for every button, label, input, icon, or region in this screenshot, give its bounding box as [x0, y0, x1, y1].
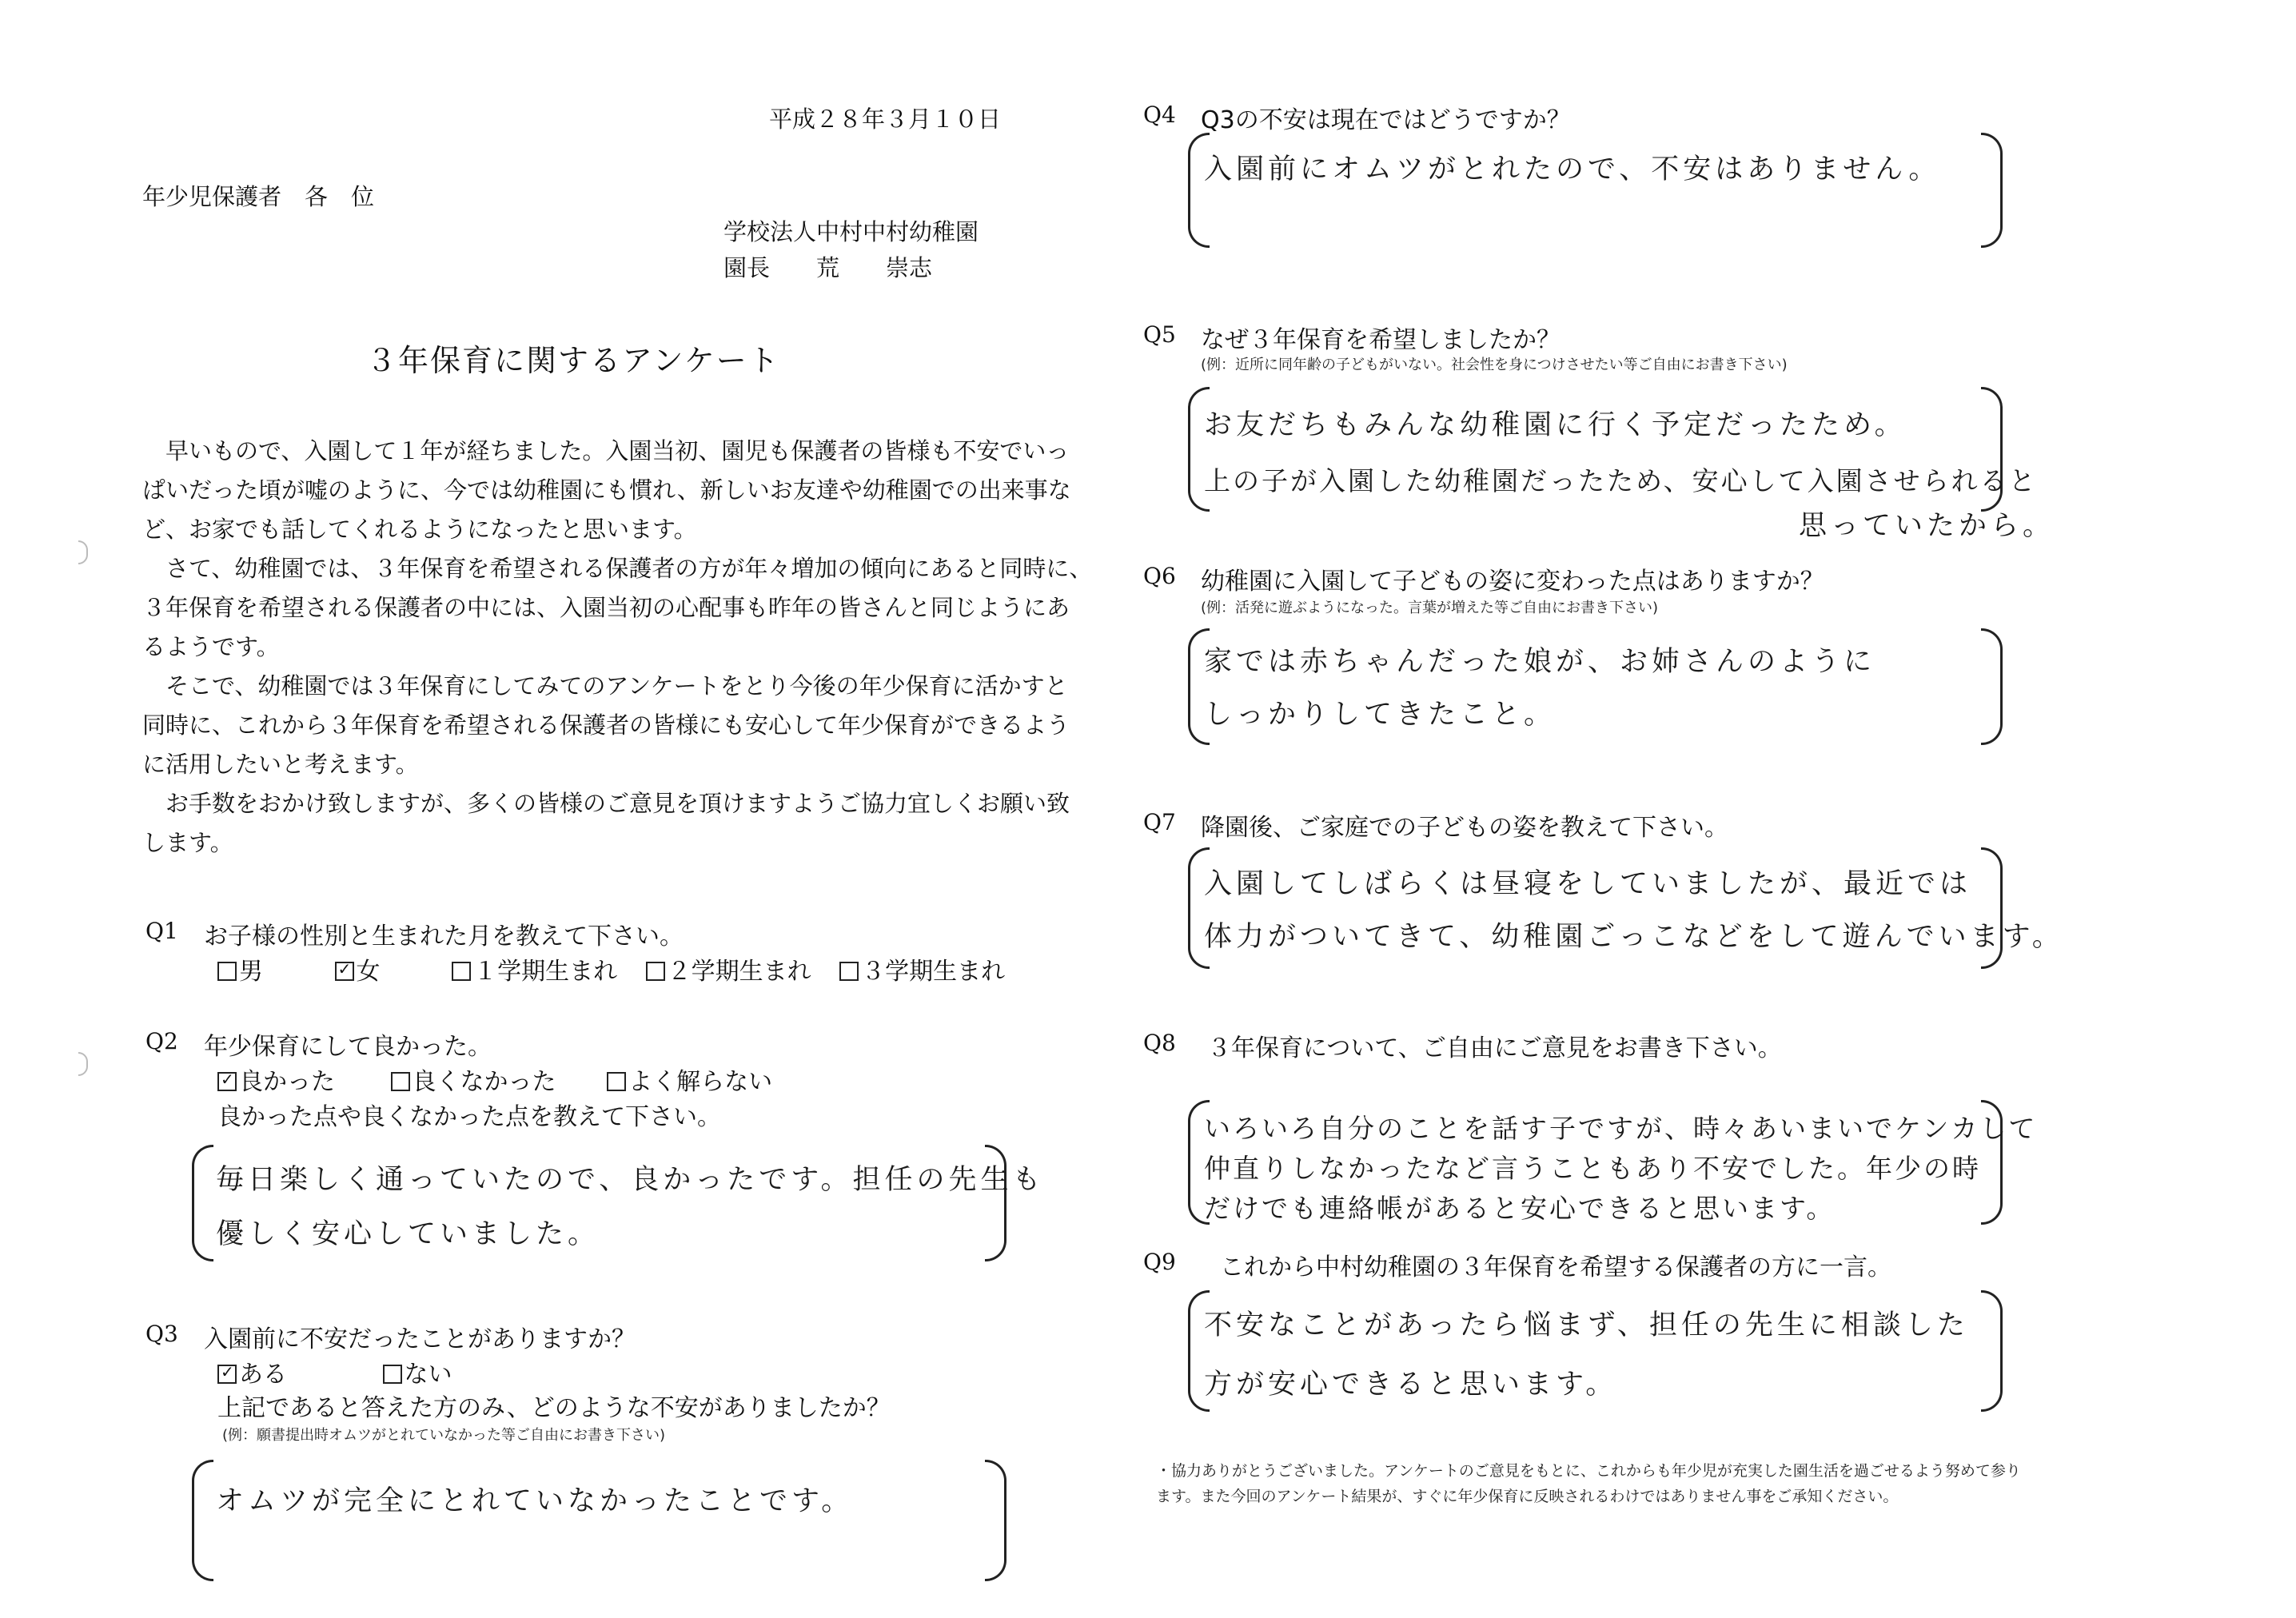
intro-line: さて、幼稚園では、３年保育を希望される保護者の方が年々増加の傾向にあると同時に、 — [142, 555, 1093, 582]
answer-bracket-right — [1981, 1290, 2003, 1412]
q1-option-term2[interactable]: ２学期生まれ — [646, 958, 811, 986]
q1-options — [217, 951, 1005, 986]
q3-number: Q3 — [145, 1321, 178, 1347]
intro-line: ３年保育を希望される保護者の中には、入園当初の心配事も昨年の皆さんと同じようにあ — [142, 594, 1070, 621]
intro-line: に活用したいと考えます。 — [142, 751, 419, 778]
q9-answer-line: 不安なことがあったら悩まず、担任の先生に相談した — [1204, 1309, 1969, 1341]
footer-line: ・協力ありがとうございました。アンケートのご意見をもとに、これからも年少児が充実した園生活を過ごせるよう努めて参り — [1156, 1462, 2021, 1480]
q2-option-good[interactable]: ✓良かった — [217, 1068, 335, 1096]
q8-question: ３年保育について、ご自由にご意見をお書き下さい。 — [1207, 1034, 1782, 1062]
q3-subquestion: 上記であると答えた方のみ、どのような不安がありましたか？ — [217, 1394, 891, 1422]
q1-question: お子様の性別と生まれた月を教えて下さい。 — [204, 923, 684, 950]
q5-question: なぜ３年保育を希望しましたか？ — [1201, 326, 1561, 354]
q6-answer-line: しっかりしてきたこと。 — [1204, 699, 1557, 731]
q1-option-term1[interactable]: １学期生まれ — [452, 958, 617, 986]
intro-line: 同時に、これから３年保育を希望される保護者の皆様にも安心して年少保育ができるよう — [142, 711, 1070, 739]
q7-number: Q7 — [1143, 809, 1176, 835]
document-date: 平成２８年３月１０日 — [769, 106, 1002, 133]
checkbox[interactable] — [646, 962, 665, 981]
q3-answer-line: オムツが完全にとれていなかったことです。 — [216, 1485, 854, 1517]
answer-bracket-right — [1981, 628, 2003, 745]
q1-option-female[interactable]: ✓ 女 — [335, 958, 381, 986]
sender-name: 園長 荒 崇志 — [723, 254, 933, 281]
footer-line: ます。また今回のアンケート結果が、すぐに年少保育に反映されるわけではありません事をご承知ください。 — [1156, 1488, 1899, 1505]
q5-answer-line: 上の子が入園した幼稚園だったため、安心して入園させられると — [1204, 465, 2038, 496]
checkbox[interactable] — [839, 962, 859, 981]
recipient: 年少児保護者 各 位 — [142, 183, 375, 210]
binder-hole-mark — [78, 1052, 88, 1076]
answer-bracket-right — [985, 1460, 1006, 1581]
intro-line: ど、お家でも話してくれるようになったと思います。 — [142, 516, 697, 543]
intro-line: ぱいだった頃が嘘のように、今では幼稚園にも慣れ、新しいお友達や幼稚園での出来事な — [142, 476, 1071, 504]
q3-option-yes[interactable]: ✓ある — [217, 1361, 287, 1389]
q8-answer-line: 仲直りしなかったなど言うこともあり不安でした。年少の時 — [1204, 1153, 1981, 1184]
q2-answer-line: 優しく安心していました。 — [216, 1218, 600, 1250]
q2-subquestion: 良かった点や良くなかった点を教えて下さい。 — [217, 1103, 721, 1131]
answer-bracket-left — [192, 1460, 213, 1581]
intro-line: お手数をおかけ致しますが、多くの皆様のご意見を頂けますようご協力宜しくお願い致 — [142, 790, 1070, 817]
q3-option-no[interactable]: ない — [383, 1361, 452, 1389]
checkbox-checked[interactable] — [335, 962, 354, 981]
q4-answer-line: 入園前にオムツがとれたので、不安はありません。 — [1204, 153, 1941, 185]
q2-number: Q2 — [145, 1028, 178, 1054]
q6-example: (例：活発に遊ぶようになった。言葉が増えた等ご自由にお書き下さい) — [1201, 600, 1659, 616]
q2-option-not-good[interactable]: 良くなかった — [391, 1068, 556, 1096]
q6-number: Q6 — [1143, 563, 1176, 589]
q9-question: これから中村幼稚園の３年保育を希望する保護者の方に一言。 — [1220, 1253, 1891, 1281]
q7-answer-line: 体力がついてきて、幼稚園ごっこなどをして遊んでいます。 — [1204, 921, 2064, 953]
q6-question: 幼稚園に入園して子どもの姿に変わった点はありますか？ — [1201, 568, 1824, 596]
checkbox[interactable] — [383, 1365, 402, 1384]
answer-bracket-right — [1981, 133, 2003, 248]
checkbox[interactable] — [607, 1072, 626, 1091]
q8-number: Q8 — [1143, 1030, 1176, 1056]
q7-answer-line: 入園してしばらくは昼寝をしていましたが、最近では — [1204, 868, 1972, 900]
q5-number: Q5 — [1143, 321, 1176, 348]
q5-answer-line: 思っていたから。 — [1799, 510, 2055, 542]
answer-bracket-left — [192, 1145, 213, 1261]
footer-note — [1156, 1458, 2021, 1509]
q7-question: 降園後、ご家庭での子どもの姿を教えて下さい。 — [1201, 814, 1728, 842]
q1-option-term3[interactable]: ３学期生まれ — [839, 958, 1005, 986]
q9-number: Q9 — [1143, 1249, 1176, 1275]
intro-line: そこで、幼稚園では３年保育にしてみてのアンケートをとり今後の年少保育に活かすと — [142, 672, 1068, 699]
q1-option-male[interactable]: 男 — [217, 958, 263, 986]
q4-number: Q4 — [1143, 102, 1176, 128]
q2-question: 年少保育にして良かった。 — [204, 1033, 492, 1061]
q5-example: (例：近所に同年齢の子どもがいない。社会性を身につけさせたい等ご自由にお書き下さい) — [1201, 357, 1788, 373]
q1-number: Q1 — [145, 918, 178, 944]
q3-options — [217, 1354, 452, 1389]
checkbox[interactable] — [391, 1072, 410, 1091]
q8-answer-line: だけでも連絡帳があると安心できると思います。 — [1204, 1193, 1836, 1224]
checkbox-checked[interactable] — [217, 1072, 237, 1091]
q2-option-unsure[interactable]: よく解らない — [607, 1068, 772, 1096]
intro-line: します。 — [142, 829, 233, 856]
checkbox-checked[interactable] — [217, 1365, 237, 1384]
survey-title: ３年保育に関するアンケート — [366, 343, 780, 378]
checkbox[interactable] — [217, 962, 237, 981]
q2-options — [217, 1062, 772, 1097]
q3-example: (例：願書提出時オムツがとれていなかった等ご自由にお書き下さい) — [222, 1427, 666, 1444]
q2-answer-line: 毎日楽しく通っていたので、良かったです。担任の先生も — [216, 1164, 1045, 1196]
intro-paragraph — [142, 432, 1092, 863]
q4-question: Q3の不安は現在ではどうですか？ — [1201, 106, 1571, 134]
intro-line: るようです。 — [142, 633, 280, 660]
q8-answer-line: いろいろ自分のことを話す子ですが、時々あいまいでケンカして — [1204, 1113, 2038, 1144]
q5-answer-line: お友だちもみんな幼稚園に行く予定だったため。 — [1204, 409, 1907, 441]
binder-hole-mark — [78, 540, 88, 564]
q6-answer-line: 家では赤ちゃんだった娘が、お姉さんのように — [1204, 646, 1876, 678]
intro-line: 早いもので、入園して１年が経ちました。入園当初、園児も保護者の皆様も不安でいっ — [142, 437, 1070, 464]
sender-organization: 学校法人中村中村幼稚園 — [723, 218, 979, 245]
q3-question: 入園前に不安だったことがありますか？ — [204, 1325, 636, 1353]
checkbox[interactable] — [452, 962, 471, 981]
q9-answer-line: 方が安心できると思います。 — [1204, 1369, 1618, 1401]
